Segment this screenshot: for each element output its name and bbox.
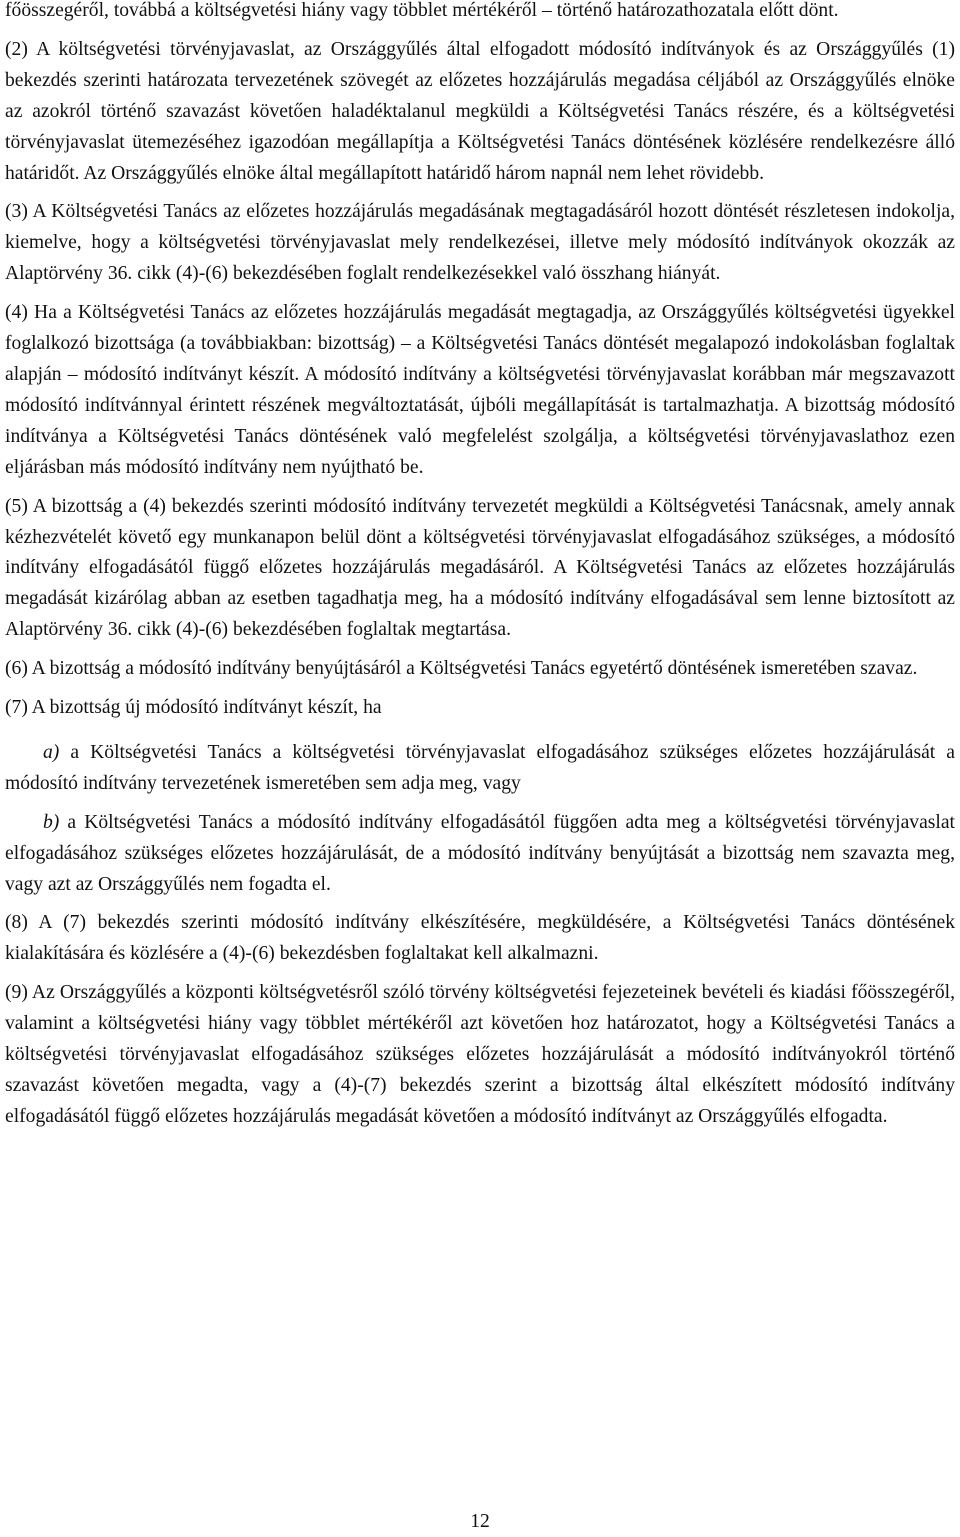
item-text-a: a Költségvetési Tanács a költségvetési törvényjavaslat elfogadásához szükséges előzetes hozzájárulását a módosító indítvány tervezetének ismeretében sem adja meg, vagy bbox=[5, 741, 955, 794]
item-text-b: a Költségvetési Tanács a módosító indítvány elfogadásától függően adta meg a költségvetési törvényjavaslat elfogadásához szükséges előzetes hozzájárulását, de a módosító indítvány benyújtását a bizottság nem szavazta meg, vagy azt az Országgyűlés nem fogadta el. bbox=[5, 811, 955, 895]
paragraph-5: (5) A bizottság a (4) bekezdés szerinti módosító indítvány tervezetét megküldi a Költségvetési Tanácsnak, amely annak kézhezvételét követő egy munkanapon belül dönt a költségvetési törvényjavaslat elfogadásához szükséges, a módosító indítvány elfogadásától függő előzetes hozzájárulás megadásáról. A Költségvetési Tanács az előzetes hozzájárulás megadását kizárólag abban az esetben tagadhatja meg, ha a módosító indítvány elfogadásával sem lenne biztosított az Alaptörvény 36. cikk (4)-(6) bekezdésében foglaltak megtartása. bbox=[5, 495, 955, 641]
paragraph-7-item-b bbox=[5, 808, 955, 901]
paragraph-7-item-a bbox=[5, 738, 955, 800]
paragraph-continuation: főösszegéről, továbbá a költségvetési hiány vagy többlet mértékéről – történő határozathozatala előtt dönt. bbox=[5, 0, 839, 21]
item-marker-a: a) bbox=[43, 741, 60, 763]
item-marker-b: b) bbox=[43, 811, 60, 833]
paragraph-9: (9) Az Országgyűlés a központi költségvetésről szóló törvény költségvetési fejezeteinek bevételi és kiadási főösszegéről, valamint a költségvetési hiány vagy többlet mértékéről azt követően hoz határozatot, hogy a Költségvetési Tanács a költségvetési törvényjavaslat elfogadásához szükséges előzetes hozzájárulását a módosító indítványokról történő szavazást követően megadta, vagy a (4)-(7) bekezdés szerint a bizottság által elkészített módosító indítvány elfogadásától függő előzetes hozzájárulás megadását követően a módosító indítványt az Országgyűlés elfogadta. bbox=[5, 982, 955, 1127]
paragraph-4: (4) Ha a Költségvetési Tanács az előzetes hozzájárulás megadását megtagadja, az Országgyűlés költségvetési ügyekkel foglalkozó bizottsága (a továbbiakban: bizottság) – a Költségvetési Tanács döntését megalapozó indokolásban foglaltak alapján – módosító indítványt készít. A módosító indítvány a költségvetési törvényjavaslat korábban már megszavazott módosító indítvánnyal érintett részének megváltoztatását, újbóli megállapítását is tartalmazhatja. A bizottság módosító indítványa a Költségvetési Tanács döntésének való megfelelést szolgálja, a költségvetési törvényjavaslathoz ezen eljárásban más módosító indítvány nem nyújtható be. bbox=[5, 302, 955, 478]
paragraph-7: (7) A bizottság új módosító indítványt készít, ha bbox=[5, 697, 382, 719]
document-page bbox=[5, 0, 955, 1133]
paragraph-8: (8) A (7) bekezdés szerinti módosító indítvány elkészítésére, megküldésére, a Költségvetési Tanács döntésének kialakítására és közlésére a (4)-(6) bekezdésben foglaltakat kell alkalmazni. bbox=[5, 912, 955, 965]
paragraph-3: (3) A Költségvetési Tanács az előzetes hozzájárulás megadásának megtagadásáról hozott döntését részletesen indokolja, kiemelve, hogy a költségvetési törvényjavaslat mely rendelkezései, illetve mely módosító indítványok okozzák az Alaptörvény 36. cikk (4)-(6) bekezdésében foglalt rendelkezésekkel való összhang hiányát. bbox=[5, 201, 955, 285]
paragraph-2: (2) A költségvetési törvényjavaslat, az Országgyűlés által elfogadott módosító indítványok és az Országgyűlés (1) bekezdés szerinti határozata tervezetének szövegét az előzetes hozzájárulás megadása céljából az Országgyűlés elnöke az azokról történő szavazást követően haladéktalanul megküldi a Költségvetési Tanács részére, és a költségvetési törvényjavaslat ütemezéséhez igazodóan megállapítja a Költségvetési Tanács döntésének közlésére rendelkezésre álló határidőt. Az Országgyűlés elnöke által megállapított határidő három napnál nem lehet rövidebb. bbox=[5, 38, 955, 184]
page-number: 12 bbox=[470, 1511, 490, 1532]
paragraph-6: (6) A bizottság a módosító indítvány benyújtásáról a Költségvetési Tanács egyetértő döntésének ismeretében szavaz. bbox=[5, 658, 918, 680]
